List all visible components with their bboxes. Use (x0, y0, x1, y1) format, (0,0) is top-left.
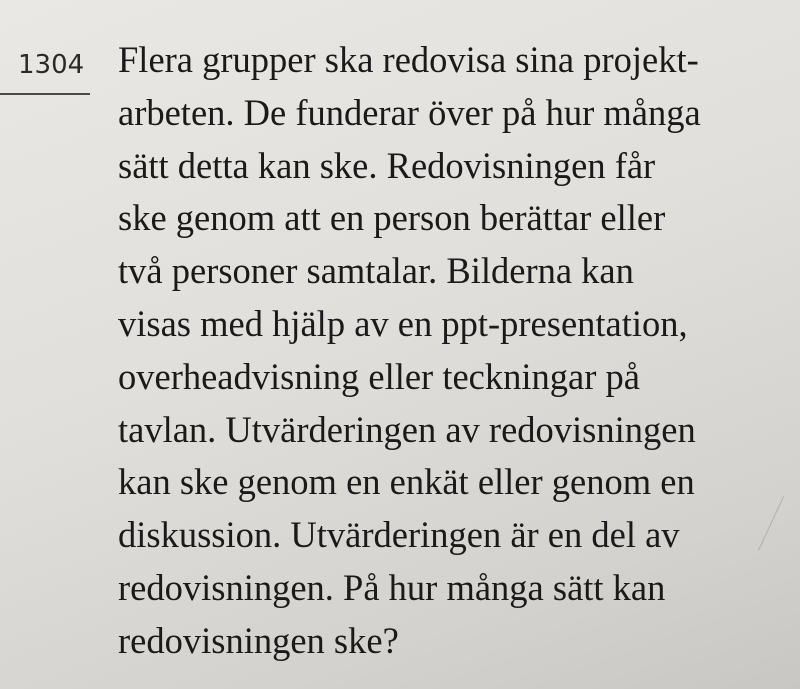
problem-text-line: sätt detta kan ske. Redovisningen får (118, 144, 656, 186)
problem-text-line: kan ske genom en enkät eller genom en (118, 461, 695, 503)
problem-text-line: Flera grupper ska redovisa sina projekt- (118, 39, 699, 80)
problem-text-line: arbeten. De funderar över på hur många (118, 91, 701, 133)
problem-number-underline (0, 93, 90, 95)
problem-text-line: diskussion. Utvärderingen är en del av (118, 514, 680, 556)
problem-number: 1304 (18, 50, 85, 80)
problem-text-line: två personer samtalar. Bilderna kan (118, 250, 634, 292)
problem-text-line: tavlan. Utvärderingen av redovisningen (118, 408, 696, 450)
problem-text (118, 34, 788, 668)
problem-text-line: visas med hjälp av en ppt-presentation, (118, 302, 688, 344)
problem-text-line: redovisningen. På hur många sätt kan (118, 566, 666, 608)
problem-text-line: overheadvisning eller teckningar på (118, 355, 640, 397)
problem-text-line: redovisningen ske? (118, 619, 399, 661)
problem-text-line: ske genom att en person berättar eller (118, 197, 666, 239)
